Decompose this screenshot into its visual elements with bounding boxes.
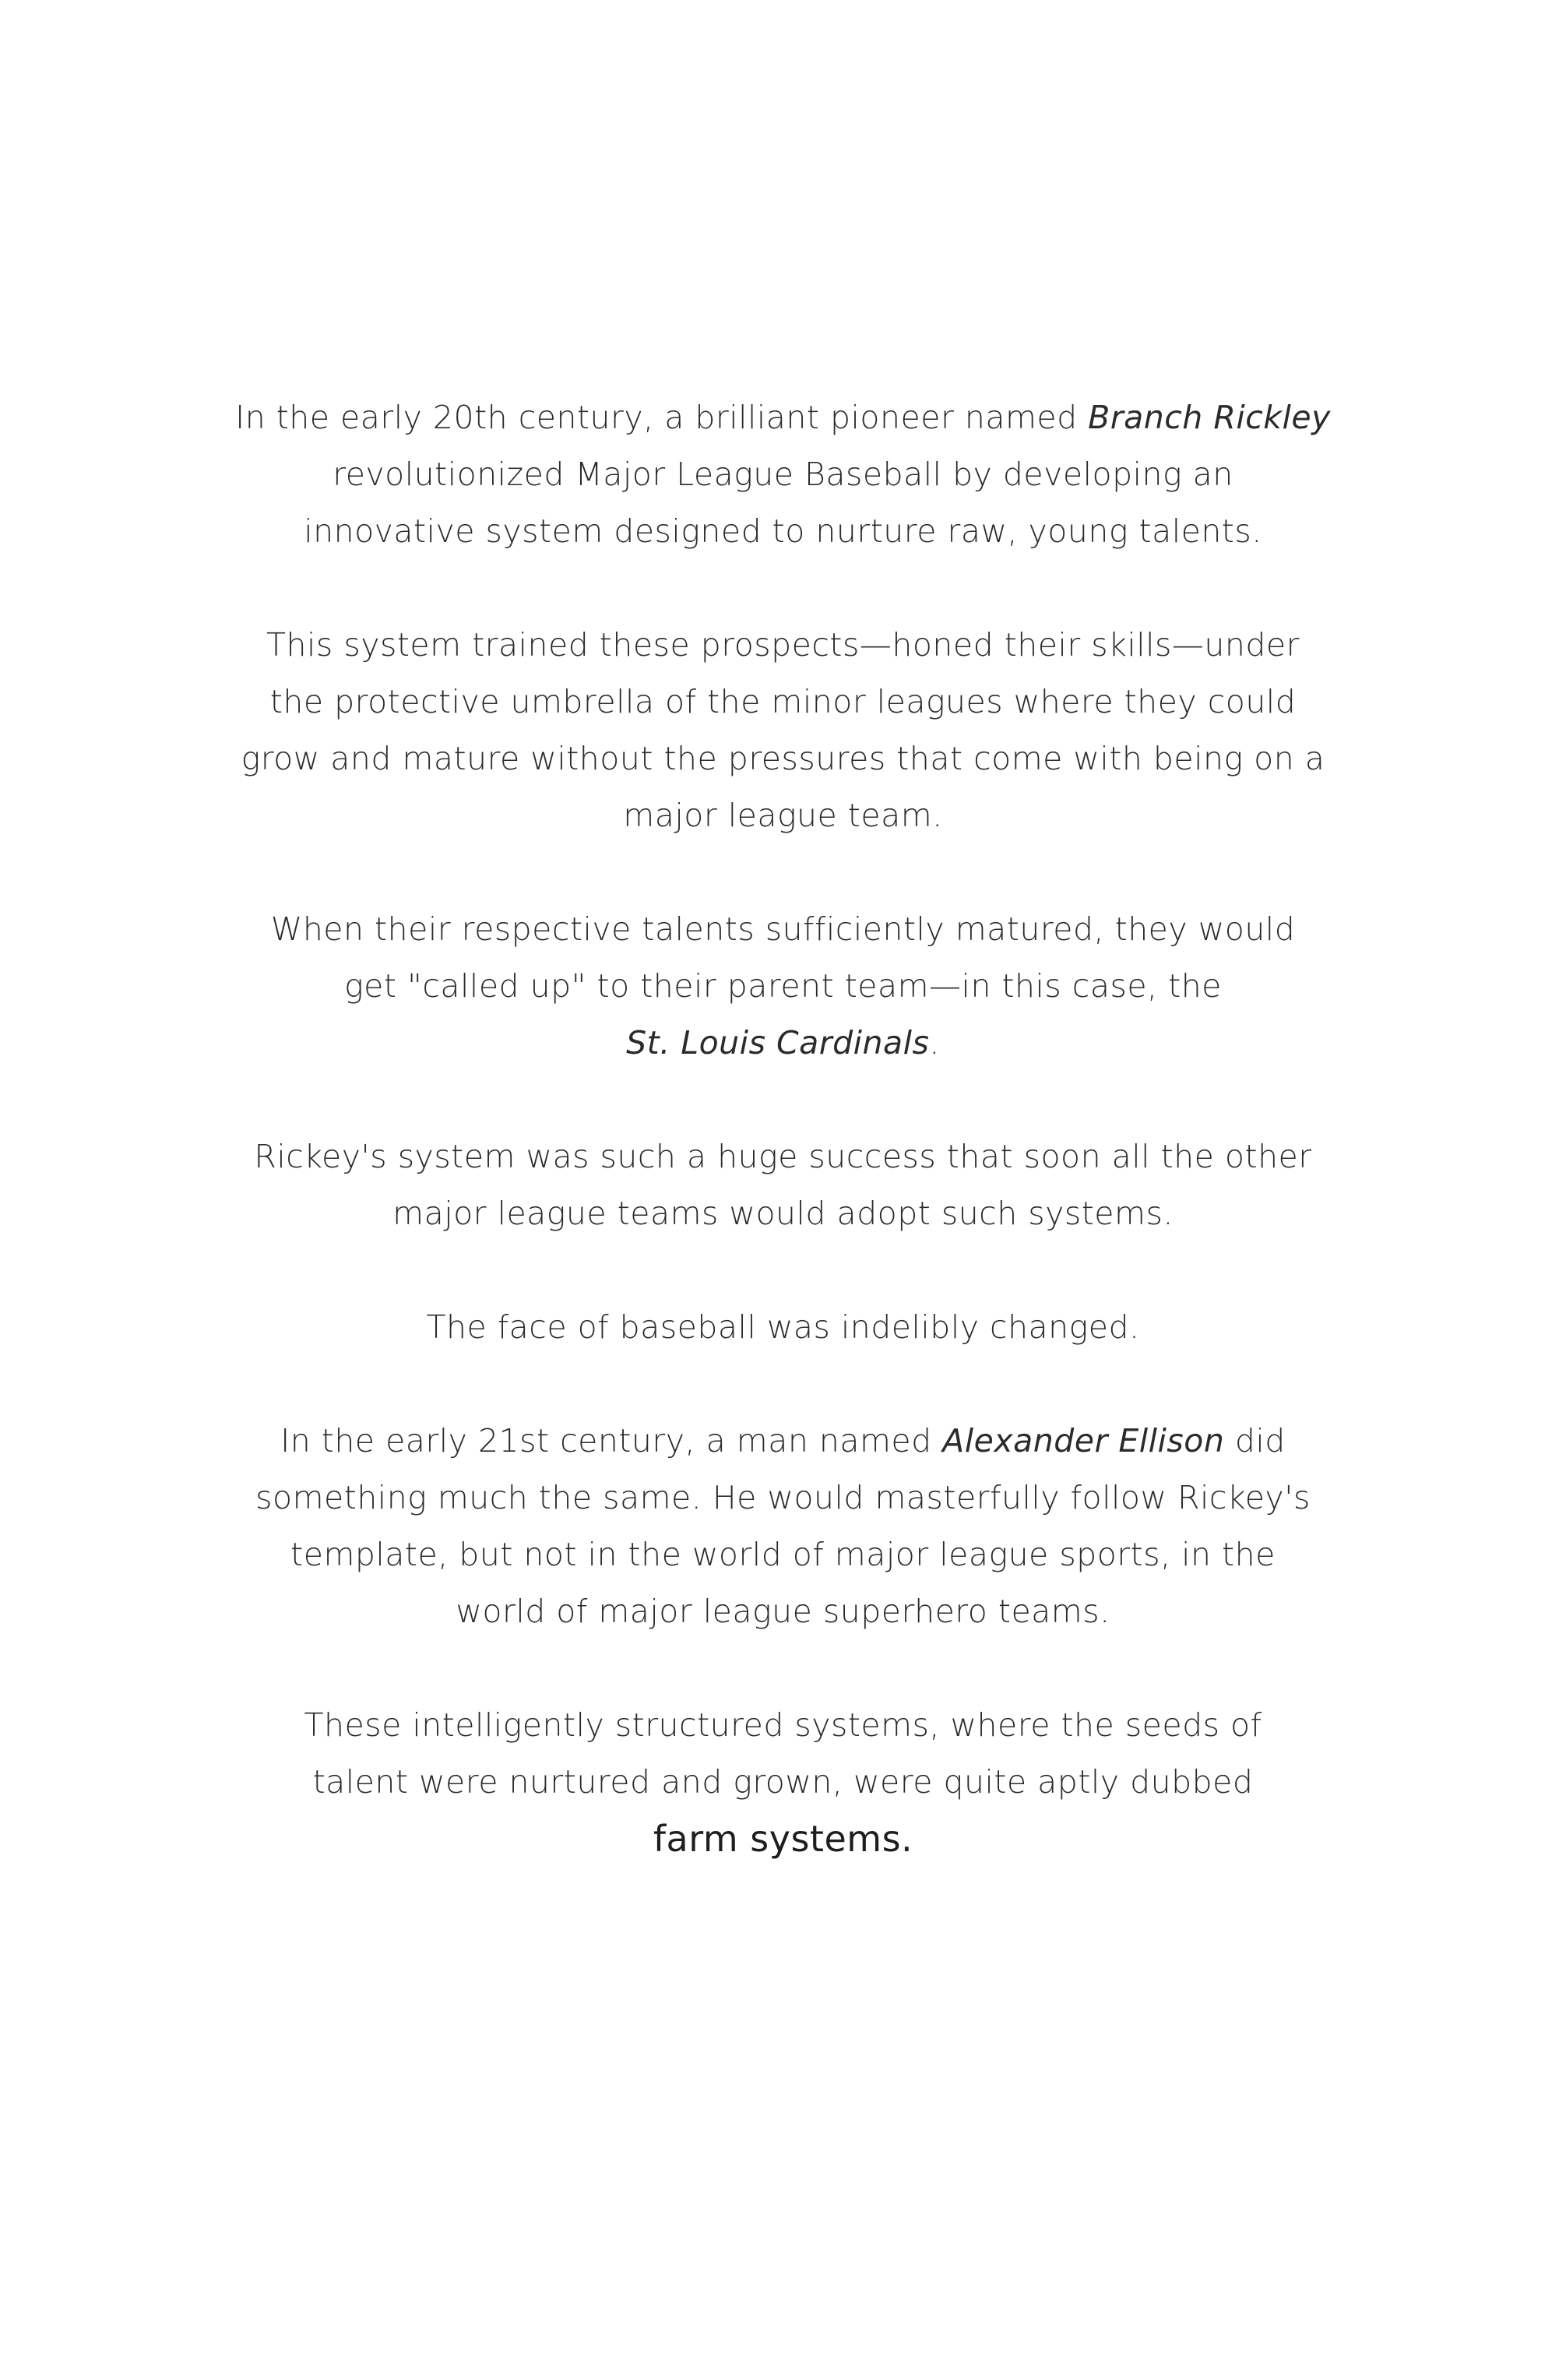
text-line [218, 1526, 1348, 1583]
text-segment: These intelligently structured systems, where the seeds of [304, 1706, 1262, 1744]
text-line [218, 787, 1348, 844]
text-segment: did [1224, 1422, 1286, 1459]
text-line [218, 958, 1348, 1015]
text-segment: Rickey's system was such a huge success that soon all the other [254, 1138, 1312, 1175]
paragraph [218, 1299, 1348, 1356]
text-segment: innovative system designed to nurture raw, young talents. [304, 512, 1262, 550]
text-segment: talent were nurtured and grown, were quite aptly dubbed [312, 1763, 1254, 1801]
text-segment: revolutionized Major League Baseball by developing an [333, 456, 1233, 493]
text-line [218, 674, 1348, 731]
text-line [218, 1754, 1348, 1811]
text-segment: grow and mature without the pressures that come with being on a [241, 740, 1325, 777]
text-line [218, 389, 1348, 446]
page-text [218, 389, 1348, 1869]
paragraph [218, 617, 1348, 844]
text-segment: In the early 20th century, a brilliant pioneer named [235, 399, 1089, 436]
closing-phrase: farm systems. [653, 1818, 913, 1860]
text-line [218, 446, 1348, 503]
text-line [218, 1811, 1348, 1869]
paragraph [218, 1128, 1348, 1242]
text-segment: The face of baseball was indelibly changed. [426, 1308, 1140, 1346]
paragraph [218, 1413, 1348, 1640]
text-line [218, 731, 1348, 787]
paragraph [218, 1697, 1348, 1869]
text-line [218, 503, 1348, 560]
text-line [218, 1413, 1348, 1470]
paragraph [218, 901, 1348, 1072]
text-segment: something much the same. He would masterfully follow Rickey's [255, 1479, 1311, 1516]
text-line [218, 1583, 1348, 1640]
text-line [218, 1697, 1348, 1754]
text-segment: get "called up" to their parent team—in this case, the [344, 967, 1222, 1005]
text-line [218, 1185, 1348, 1242]
text-segment: This system trained these prospects—honed their skills—under [266, 626, 1300, 664]
text-line [218, 1128, 1348, 1185]
text-segment: major league team. [623, 797, 943, 834]
emphasized-name: St. Louis Cardinals [626, 1024, 930, 1061]
text-line [218, 1299, 1348, 1356]
text-segment: major league teams would adopt such systems. [392, 1195, 1174, 1232]
text-line [218, 617, 1348, 674]
text-line [218, 1470, 1348, 1526]
text-segment: . [929, 1024, 940, 1061]
text-segment: When their respective talents sufficiently matured, they would [270, 910, 1296, 948]
text-line [218, 1015, 1348, 1072]
text-segment: world of major league superhero teams. [456, 1593, 1110, 1630]
emphasized-name: Alexander Ellison [942, 1422, 1225, 1459]
text-segment: template, but not in the world of major league sports, in the [290, 1536, 1276, 1573]
paragraph [218, 389, 1348, 560]
text-line [218, 901, 1348, 958]
emphasized-name: Branch Rickley [1088, 399, 1331, 436]
text-segment: the protective umbrella of the minor leagues where they could [269, 683, 1297, 720]
text-segment: In the early 21st century, a man named [280, 1422, 943, 1459]
